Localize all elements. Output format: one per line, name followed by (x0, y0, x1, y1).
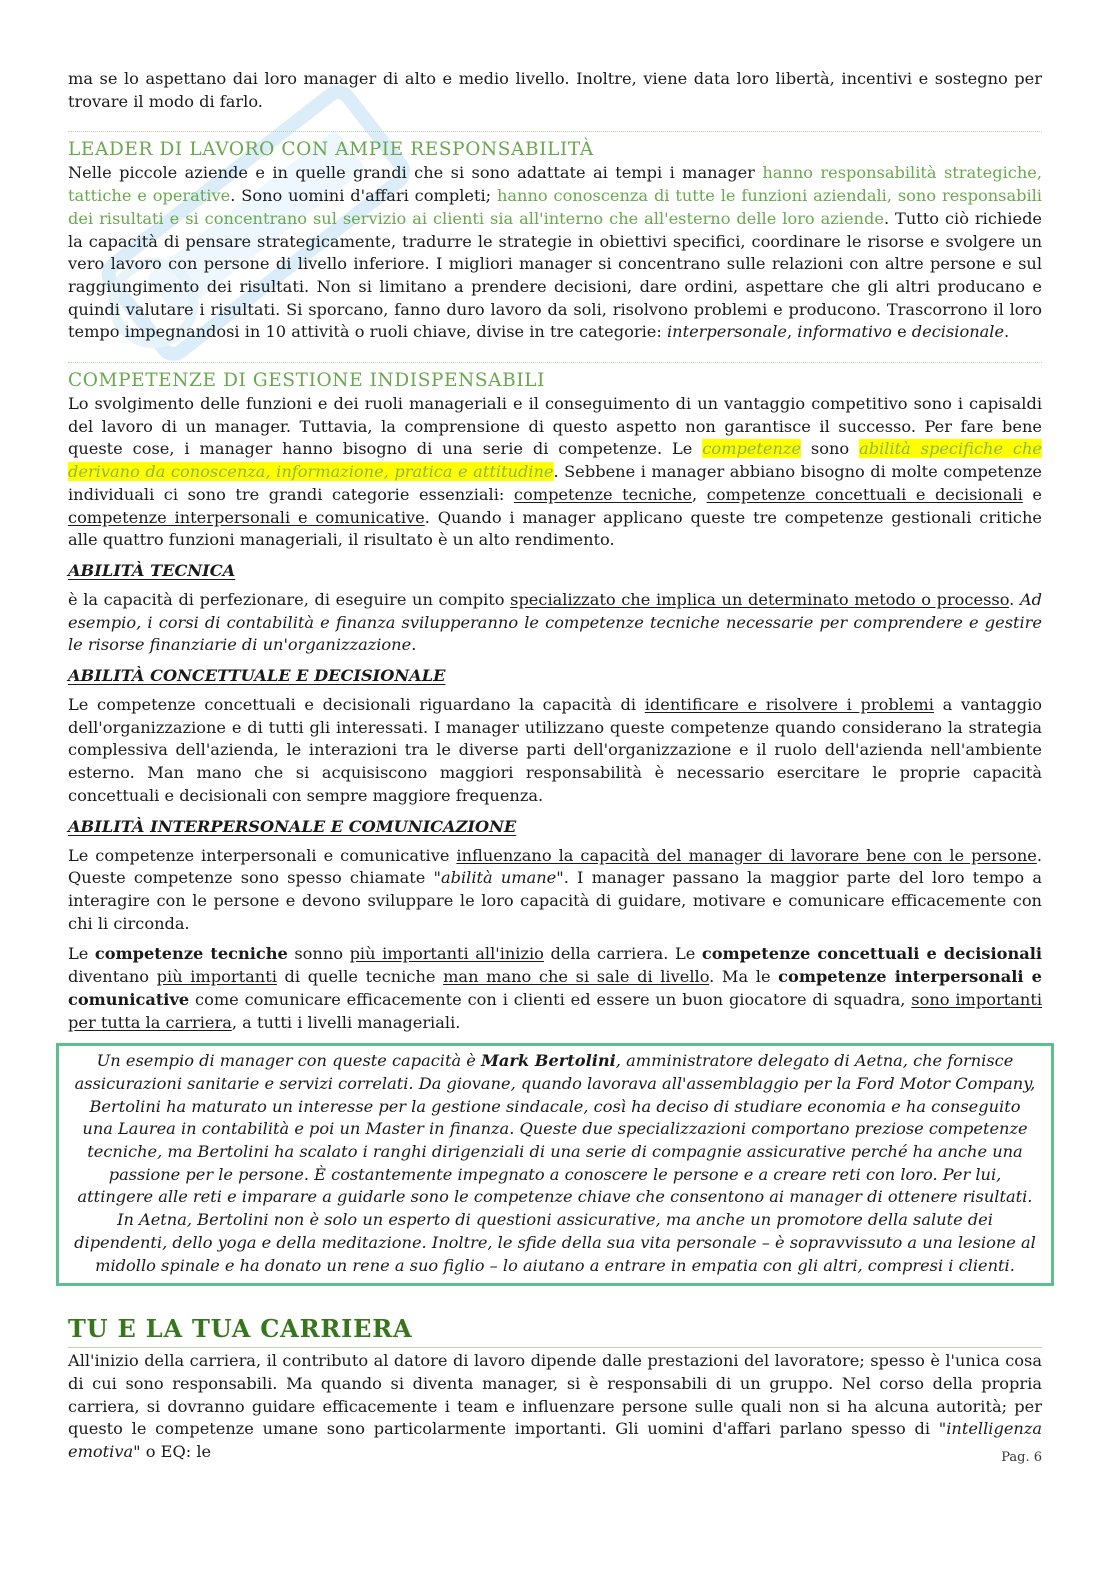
page-number: Pag. 6 (1001, 1450, 1042, 1465)
page-content (68, 68, 1042, 1464)
tecnica-paragraph: è la capacità di perfezionare, di eseguire un compito specializzato che implica un determinato metodo o processo. Ad esempio, i corsi di contabilità e finanza svilupperanno le competenze tecniche necessarie per comprendere e gestire le risorse finanziarie di un'organizzazione. (68, 589, 1043, 655)
highlight-definition: abilità specifiche che derivano da conoscenza, informazione, pratica e attitudine (68, 439, 1042, 482)
summary-paragraph: Le competenze tecniche sonno più importanti all'inizio della carriera. Le competenze concettuali e decisionali diventano più importanti di quelle tecniche man mano che si sale di livello. Ma le competenze interpersonali e comunicative come comunicare efficacemente con i clienti ed essere un buon giocatore di squadra, sono importanti per tutta la carriera, a tutti i livelli manageriali. (68, 944, 1043, 1032)
subheading-concettuale: ABILITÀ CONCETTUALE E DECISIONALE (68, 666, 446, 686)
example-box (56, 1043, 1054, 1286)
subheading-interpersonale: ABILITÀ INTERPERSONALE E COMUNICAZIONE (68, 816, 517, 836)
carriera-paragraph: All'inizio della carriera, il contributo al datore di lavoro dipende dalle prestazioni del lavoratore; spesso è l'unica cosa di cui sono responsabili. Ma quando si diventa manager, si è responsabili di un gruppo. Nel corso della propria carriera, si dovranno guidare efficacemente i team e influenzare persone sulle quali non si ha alcuna autorità; per questo le competenze umane sono particolarmente importanti. Gli uomini d'affari parlano spesso di "intelligenza emotiva" o EQ: le (68, 1351, 1042, 1462)
section-heading-competenze: COMPETENZE DI GESTIONE INDISPENSABILI (68, 362, 1042, 393)
example-box-text: Un esempio di manager con queste capacità è Mark Bertolini, amministratore delegato di Aetna, che fornisce assicurazioni sanitarie e servizi correlati. Da giovane, quando lavorava all'assemblaggio per la Ford Motor Company, Bertolini ha maturato un interesse per la gestione sindacale, così ha deciso di studiare economia e ha conseguito una Laurea in contabilità e poi un Master in finanza. Queste due specializzazioni comportano preziose competenze tecniche, ma Bertolini ha scalato i ranghi dirigenziali di una serie di compagnie assicurative perché ha anche una passione per le persone. È costantemente impegnato a conoscere le persone e a creare reti con loro. Per lui, attingere alle reti e imparare a guidarle sono le competenze chiave che consentono ai manager di ottenere risultati. In Aetna, Bertolini non è solo un esperto di questioni assicurative, ma anche un promotore della salute dei dipendenti, dello yoga e della meditazione. Inoltre, le sfide della sua vita personale – è sopravvissuto a una lesione al midollo spinale e ha donato un rene a suo figlio – lo aiutano a entrare in empatia con gli altri, compresi i clienti. (74, 1051, 1036, 1275)
section-heading-carriera: TU E LA TUA CARRIERA (68, 1314, 1042, 1348)
concettuale-paragraph: Le competenze concettuali e decisionali riguardano la capacità di identificare e risolvere i problemi a vantaggio dell'organizzazione e di tutti gli interessati. I manager utilizzano queste competenze quando considerano la strategia complessiva dell'azienda, le interazioni tra le diverse parti dell'organizzazione e il ruolo dell'azienda nell'ambiente esterno. Man mano che si acquisiscono maggiori responsabilità è necessario esercitare le proprie capacità concettuali e decisionali con sempre maggiore frequenza. (68, 695, 1043, 805)
interpersonale-paragraph: Le competenze interpersonali e comunicative influenzano la capacità del manager di lavorare bene con le persone. Queste competenze sono spesso chiamate "abilità umane". I manager passano la maggior parte del loro tempo a interagire con le persone e devono sviluppare le loro capacità di guidare, motivare e comunicare efficacemente con chi li circonda. (68, 845, 1042, 933)
intro-paragraph: ma se lo aspettano dai loro manager di alto e medio livello. Inoltre, viene data loro libertà, incentivi e sostegno per trovare il modo di farlo. (68, 69, 1042, 111)
section-competenze-paragraph: Lo svolgimento delle funzioni e dei ruoli manageriali e il conseguimento di un vantaggio competitivo sono i capisaldi del lavoro di un manager. Tuttavia, la comprensione di questo aspetto non garantisce il successo. Per fare bene queste cose, i manager hanno bisogno di una serie di competenze. Le competenze sono abilità specifiche che derivano da conoscenza, informazione, pratica e attitudine. Sebbene i manager abbiano bisogno di molte competenze individuali ci sono tre grandi categorie essenziali: competenze tecniche, competenze concettuali e decisionali e competenze interpersonali e comunicative. Quando i manager applicano queste tre competenze gestionali critiche alle quattro funzioni manageriali, il risultato è un alto rendimento. (68, 394, 1043, 550)
section-leader-paragraph: Nelle piccole aziende e in quelle grandi che si sono adattate ai tempi i manager hanno responsabilità strategiche, tattiche e operative. Sono uomini d'affari completi; hanno conoscenza di tutte le funzioni aziendali, sono responsabili dei risultati e si concentrano sul servizio ai clienti sia all'interno che all'esterno delle loro aziende. Tutto ciò richiede la capacità di pensare strategicamente, tradurre le strategie in obiettivi specifici, coordinare le risorse e svolgere un vero lavoro con persone di livello inferiore. I migliori manager si concentrano sulle relazioni con altre persone e sul raggiungimento dei risultati. Non si limitano a prendere decisioni, dare ordini, aspettare che gli altri producano e quindi valutare i risultati. Si sporcano, fanno duro lavoro da soli, risolvono problemi e producono. Trascorrono il loro tempo impegnandosi in 10 attività o ruoli chiave, divise in tre categorie: interpersonale, informativo e decisionale. (68, 163, 1043, 342)
highlight-competenze: competenze (702, 439, 802, 459)
subheading-tecnica: ABILITÀ TECNICA (68, 560, 236, 580)
section-heading-leader: LEADER DI LAVORO CON AMPIE RESPONSABILITÀ (68, 131, 1042, 162)
